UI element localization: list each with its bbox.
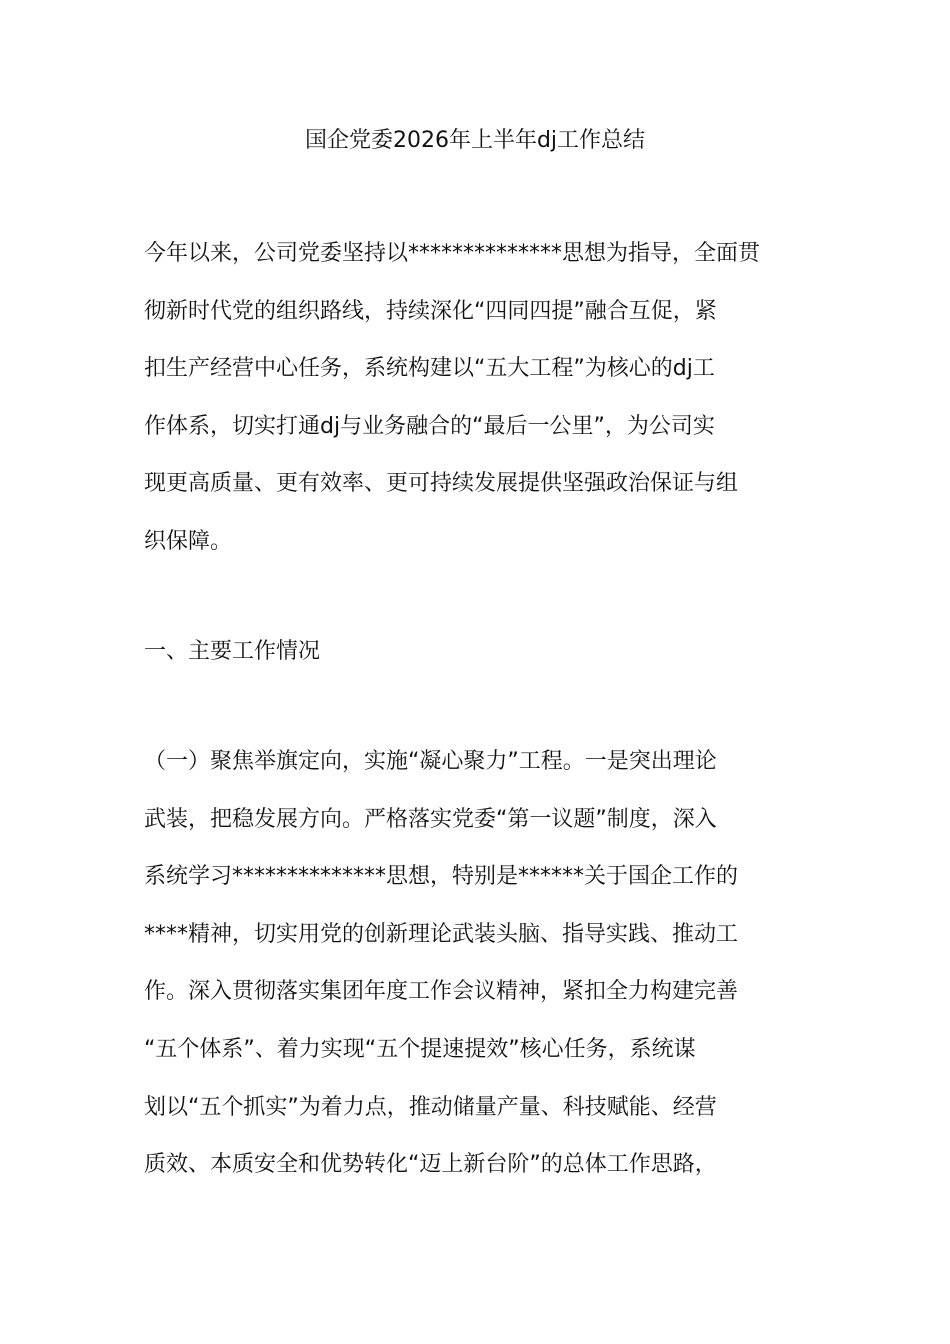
paragraph-line: ****精神，切实用党的创新理论武装头脑、指导实践、推动工 <box>144 921 739 947</box>
paragraph-line: 武装，把稳发展方向。严格落实党委“第一议题”制度，深入 <box>144 806 717 832</box>
section-heading-text: 一、主要工作情况 <box>144 639 321 664</box>
paragraph-line: 织保障。 <box>144 528 233 554</box>
section-heading <box>144 623 812 681</box>
paragraph-line: 质效、本质安全和优势转化“迈上新台阶”的总体工作思路， <box>144 1152 717 1178</box>
paragraph-line: 作体系，切实打通dj与业务融合的“最后一公里”，为公司实 <box>144 413 715 439</box>
paragraph-line: 彻新时代党的组织路线，持续深化“四同四提”融合互促，紧 <box>144 298 717 324</box>
paragraph-line: 划以“五个抓实”为着力点，推动储量产量、科技赋能、经营 <box>144 1094 717 1120</box>
intro-paragraph <box>144 225 812 571</box>
paragraph-line: （一）聚焦举旗定向，实施“凝心聚力”工程。一是突出理论 <box>144 749 717 774</box>
document-title: 国企党委2026年上半年dj工作总结 <box>304 128 646 153</box>
paragraph-line: 今年以来，公司党委坚持以**************思想为指导，全面贯 <box>144 241 761 266</box>
paragraph-line: 扣生产经营中心任务，系统构建以“五大工程”为核心的dj工 <box>144 356 715 382</box>
paragraph-line: “五个体系”、着力实现“五个提速提效”核心任务，系统谋 <box>144 1036 696 1062</box>
paragraph-line: 现更高质量、更有效率、更可持续发展提供坚强政治保证与组 <box>144 471 739 497</box>
section-paragraph <box>144 733 812 1194</box>
paragraph-line: 系统学习**************思想，特别是******关于国企工作的 <box>144 864 739 890</box>
paragraph-line: 作。深入贯彻落实集团年度工作会议精神，紧扣全力构建完善 <box>144 979 739 1005</box>
